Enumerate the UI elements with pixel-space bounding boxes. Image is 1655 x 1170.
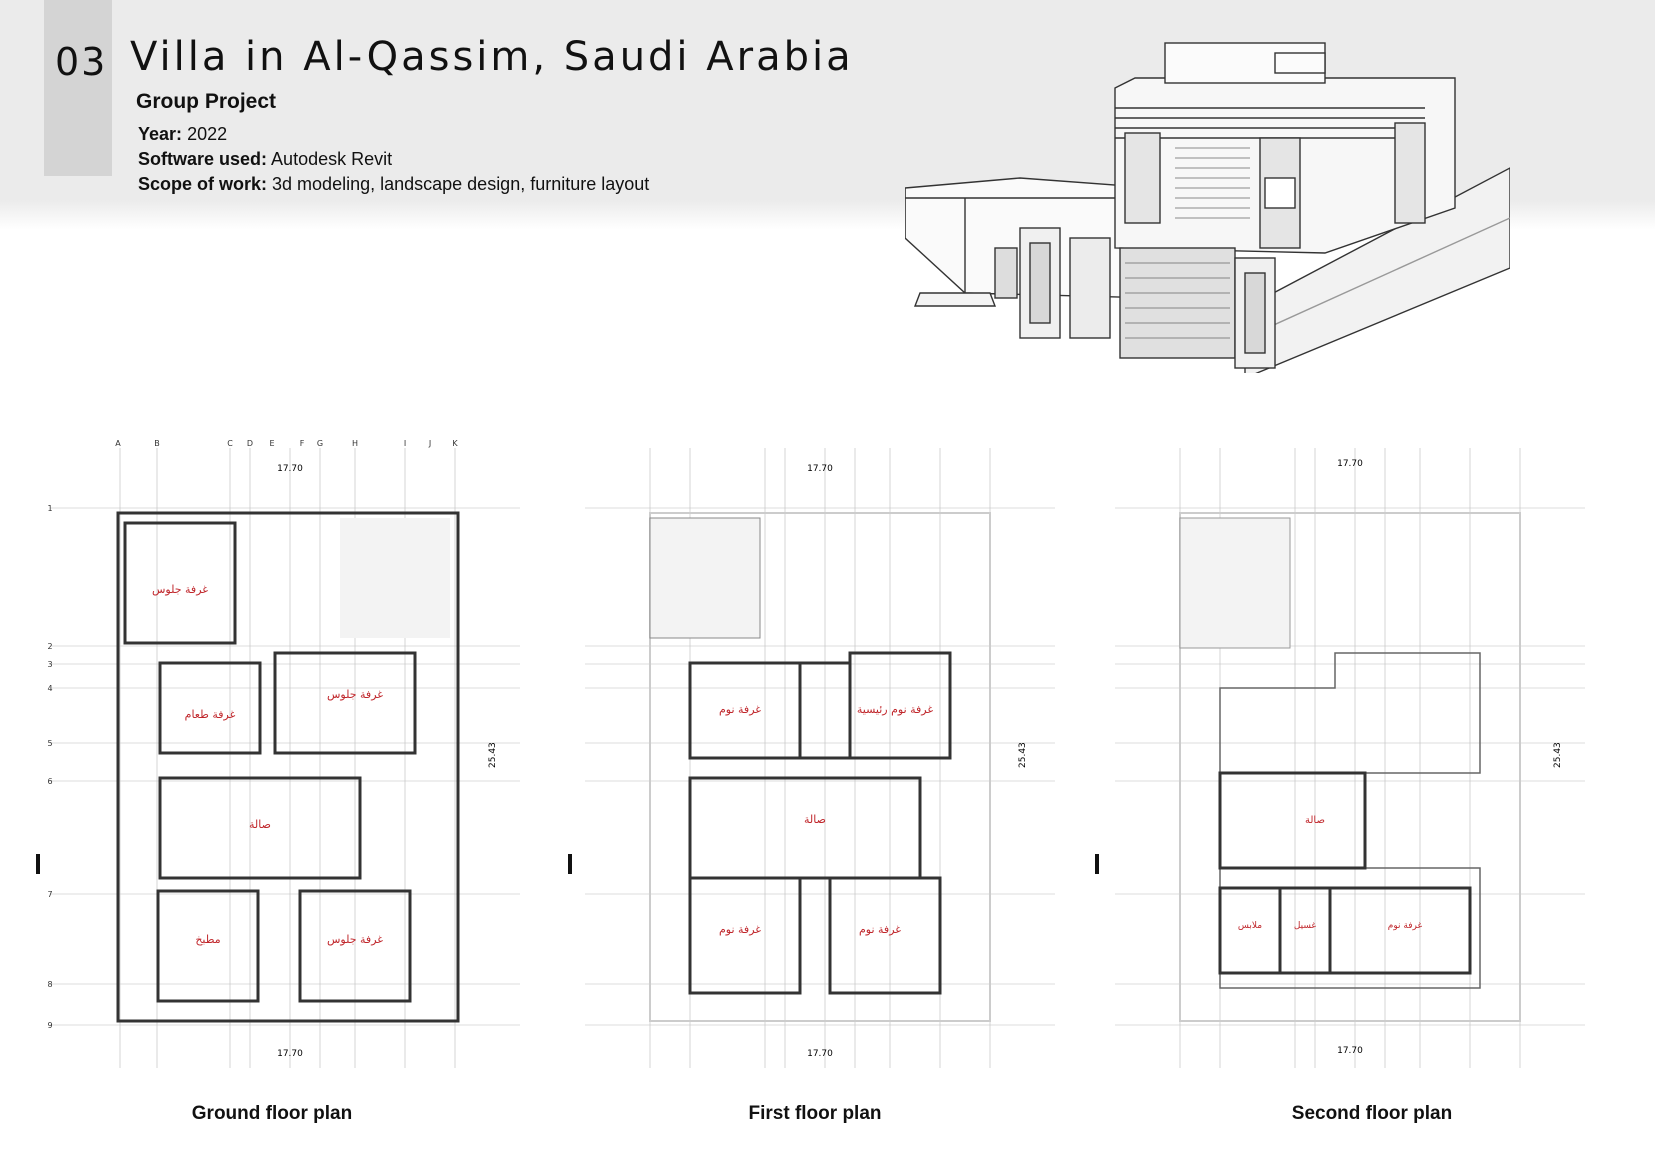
room-label: غرفة نوم xyxy=(858,923,902,936)
room-label: غرفة نوم xyxy=(718,923,762,936)
grid-number: 2 xyxy=(47,642,53,651)
software-label: Software used: xyxy=(138,149,268,169)
villa-3d-render xyxy=(905,38,1510,373)
grid-letter: H xyxy=(351,439,359,448)
section-marker xyxy=(36,854,40,874)
room-label: غرفة جلوس xyxy=(326,933,384,946)
grid-letter: G xyxy=(316,439,324,448)
grid-number: 5 xyxy=(47,739,53,748)
grid-number: 6 xyxy=(47,777,53,786)
section-marker xyxy=(1095,854,1099,874)
room-label: صالة xyxy=(1305,815,1325,826)
grid-number: 7 xyxy=(47,890,53,899)
grid-number: 8 xyxy=(47,980,53,989)
room-label: غرفة نوم رئيسية xyxy=(856,703,934,716)
year-line xyxy=(138,124,227,145)
project-number: 03 xyxy=(55,40,108,84)
room-label: غرفة طعام xyxy=(184,708,236,721)
software-value: Autodesk Revit xyxy=(271,149,393,169)
overall-width-bottom: 17.70 xyxy=(807,1049,833,1059)
room-label: صالة xyxy=(249,818,271,831)
room-label: مطبخ xyxy=(195,933,221,946)
scope-label: Scope of work: xyxy=(138,174,268,194)
grid-number: 3 xyxy=(47,660,53,669)
grid-letter: K xyxy=(452,439,458,448)
overall-width-bottom: 17.70 xyxy=(277,1049,303,1059)
ground-floor-caption: Ground floor plan xyxy=(191,1103,353,1124)
year-value: 2022 xyxy=(187,124,228,144)
scope-line xyxy=(138,174,649,195)
overall-depth: 25.43 xyxy=(1018,742,1028,768)
room-label: غرفة جلوس xyxy=(151,583,209,596)
overall-depth: 25.43 xyxy=(488,742,498,768)
room-label: غسيل xyxy=(1293,921,1317,931)
grid-letter: B xyxy=(154,439,160,448)
section-marker xyxy=(568,854,572,874)
year-label: Year: xyxy=(138,124,183,144)
grid-letter: J xyxy=(428,439,432,448)
room-label: صالة xyxy=(804,813,826,826)
grid-number: 1 xyxy=(47,504,53,513)
overall-width: 17.70 xyxy=(1337,459,1363,469)
grid-letter: D xyxy=(246,439,254,448)
overall-width-bottom: 17.70 xyxy=(1337,1046,1363,1056)
grid-letter: A xyxy=(115,439,121,448)
first-floor-plan xyxy=(575,428,1075,1088)
ground-floor-plan xyxy=(40,428,540,1088)
grid-letter: C xyxy=(227,439,233,448)
grid-letter: I xyxy=(403,439,407,448)
software-line xyxy=(138,149,392,170)
second-floor-plan xyxy=(1105,428,1605,1088)
grid-number: 4 xyxy=(47,684,53,693)
room-label: غرفة جلوس xyxy=(326,688,384,701)
overall-width: 17.70 xyxy=(807,464,833,474)
overall-depth: 25.43 xyxy=(1553,742,1563,768)
room-label: غرفة نوم xyxy=(1387,921,1423,931)
grid-letter: F xyxy=(299,439,305,448)
project-subtitle: Group Project xyxy=(136,90,277,113)
grid-letter: E xyxy=(269,439,275,448)
overall-width: 17.70 xyxy=(277,464,303,474)
project-number-box xyxy=(44,0,112,176)
second-floor-caption: Second floor plan xyxy=(1291,1103,1453,1124)
room-label: ملابس xyxy=(1237,921,1263,931)
first-floor-caption: First floor plan xyxy=(748,1103,882,1124)
grid-number: 9 xyxy=(47,1021,53,1030)
room-label: غرفة نوم xyxy=(718,703,762,716)
scope-value: 3d modeling, landscape design, furniture layout xyxy=(272,174,650,194)
page-title: Villa in Al-Qassim, Saudi Arabia xyxy=(130,34,854,80)
